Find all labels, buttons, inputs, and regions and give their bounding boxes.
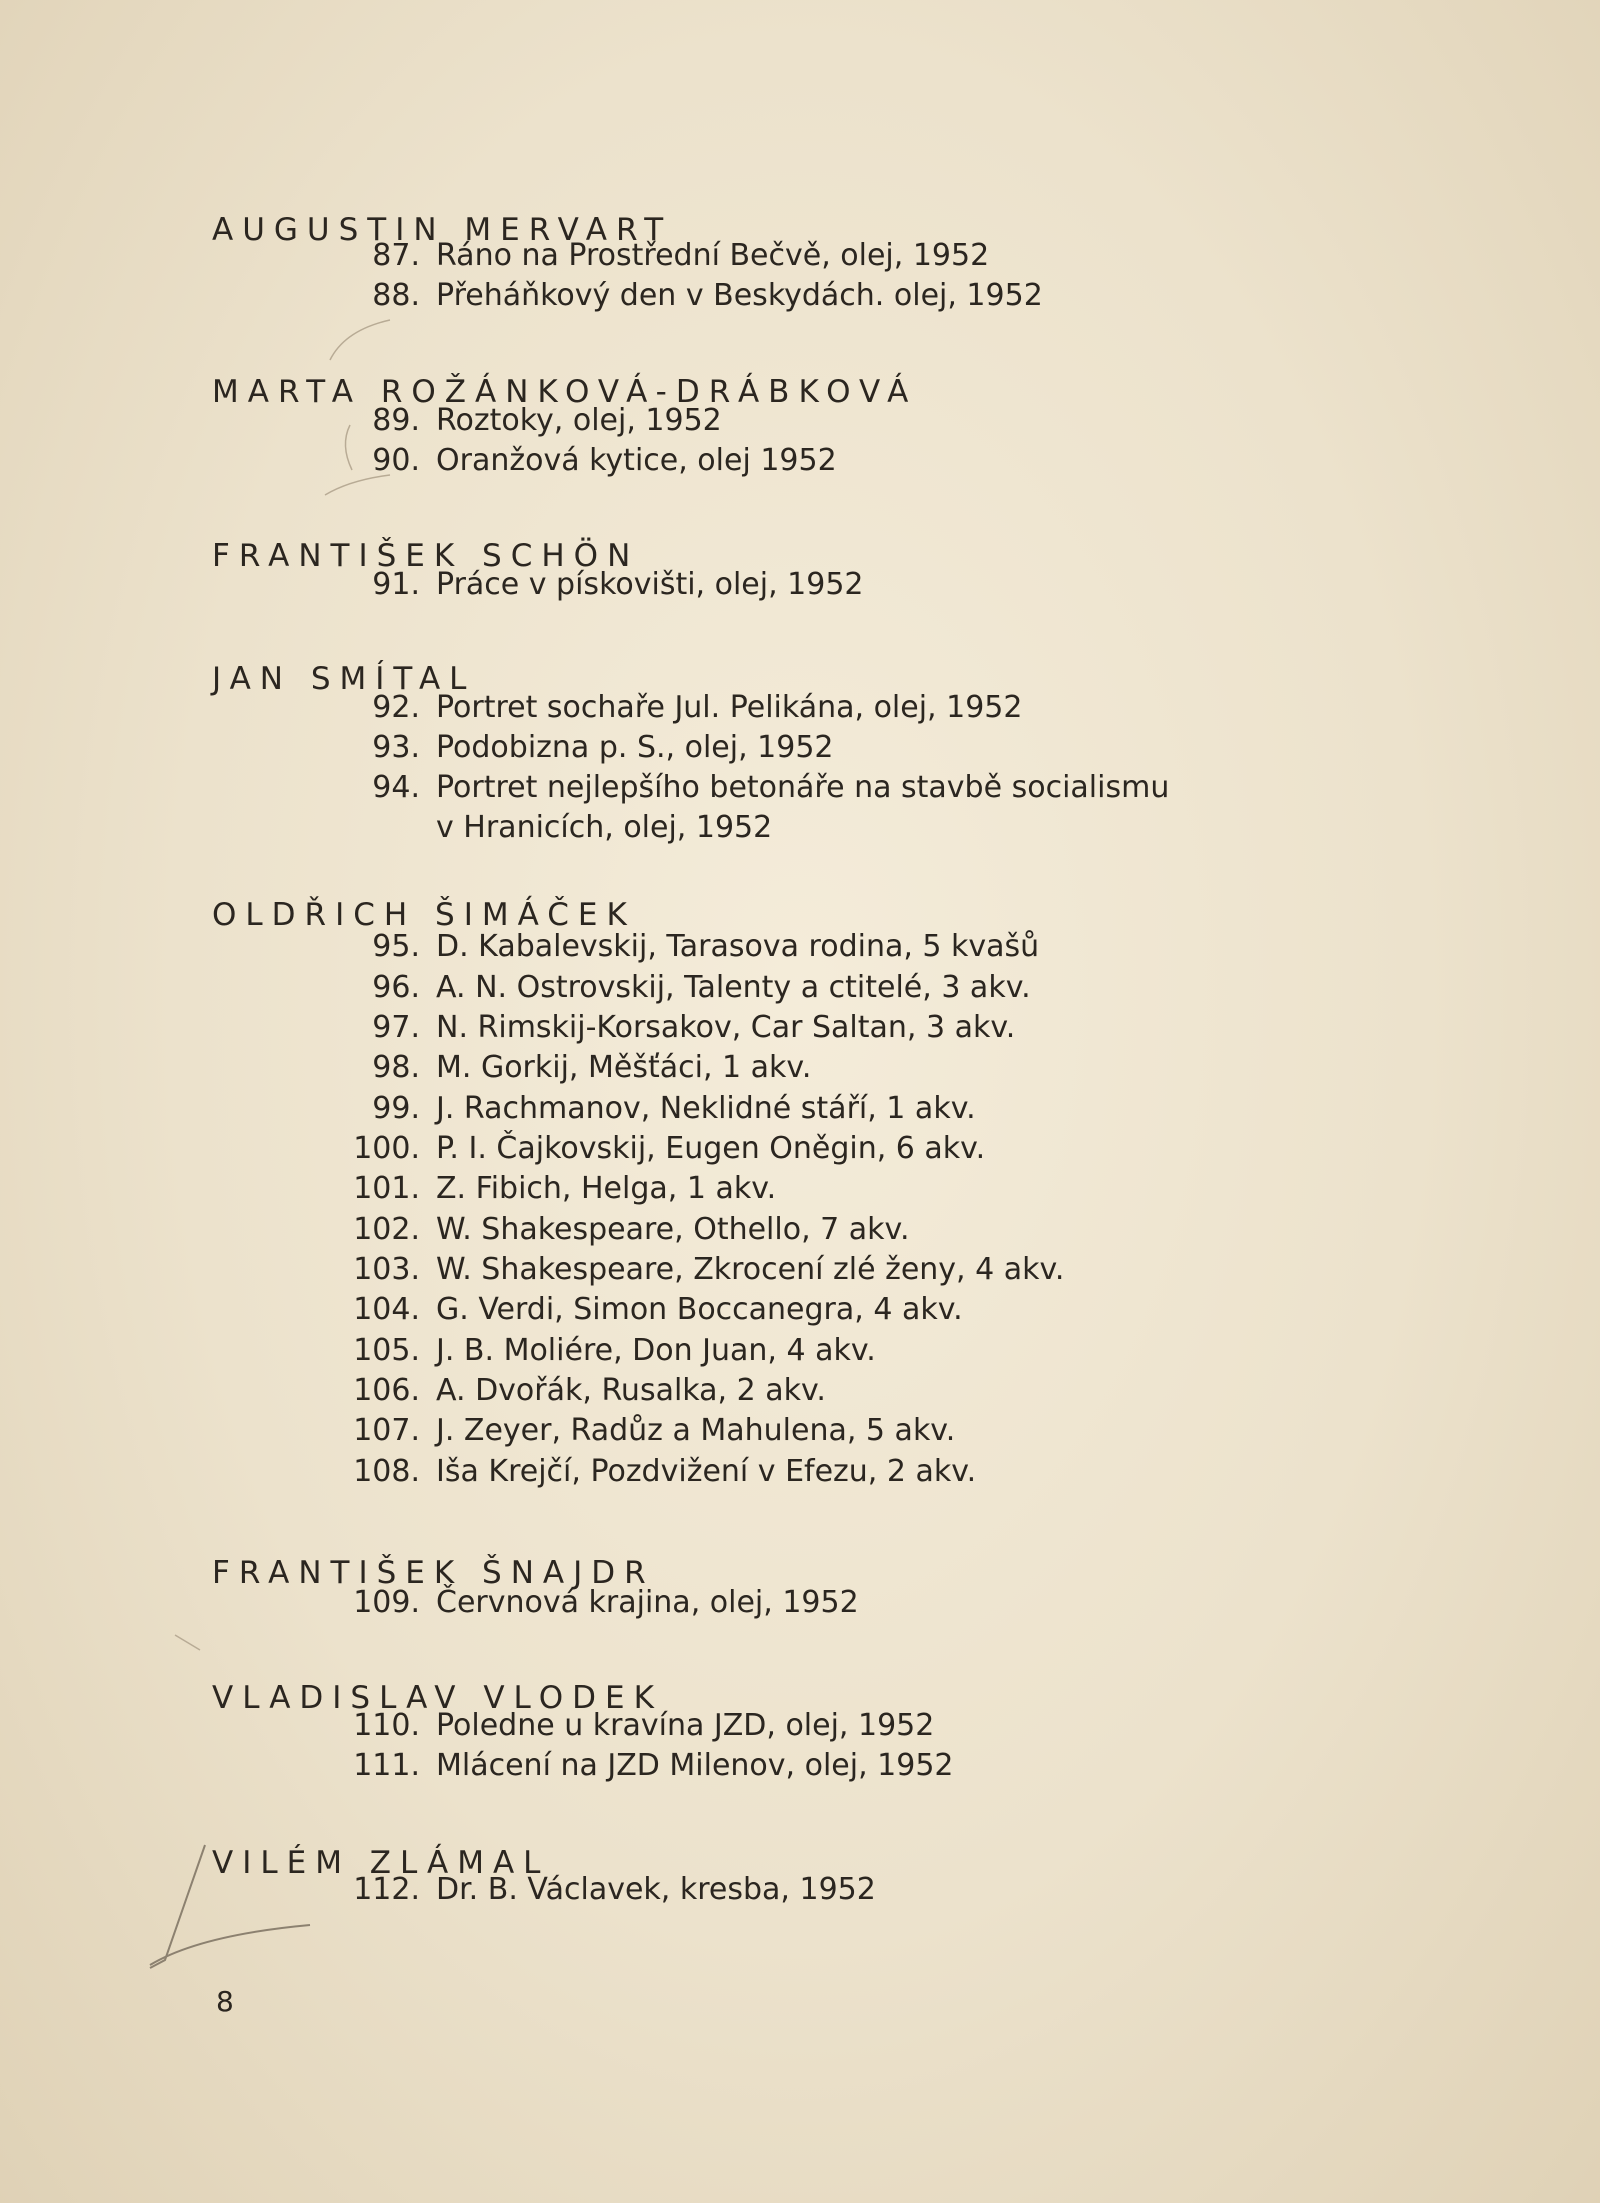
entry-title: Portret sochaře Jul. Pelikána, olej, 1952 bbox=[436, 690, 1023, 725]
entry-number: 109. bbox=[353, 1585, 420, 1620]
entry-number: 107. bbox=[353, 1413, 420, 1448]
entry-title: N. Rimskij-Korsakov, Car Saltan, 3 akv. bbox=[436, 1010, 1016, 1045]
entry-number: 92. bbox=[372, 690, 420, 725]
artist-heading: FRANTIŠEK ŠNAJDR bbox=[212, 1555, 655, 1591]
artist-heading: VILÉM ZLÁMAL bbox=[212, 1845, 550, 1881]
entry-continuation: v Hranicích, olej, 1952 bbox=[436, 810, 773, 845]
entry-title: W. Shakespeare, Othello, 7 akv. bbox=[436, 1212, 910, 1247]
entry-title: G. Verdi, Simon Boccanegra, 4 akv. bbox=[436, 1292, 963, 1327]
entry-number: 96. bbox=[372, 970, 420, 1005]
entry-title: A. Dvořák, Rusalka, 2 akv. bbox=[436, 1373, 826, 1408]
entry-number: 102. bbox=[353, 1212, 420, 1247]
artist-heading: AUGUSTIN MERVART bbox=[212, 212, 673, 248]
entry-number: 110. bbox=[353, 1708, 420, 1743]
artist-heading: FRANTIŠEK SCHÖN bbox=[212, 538, 640, 574]
entry-title: Práce v pískovišti, olej, 1952 bbox=[436, 567, 864, 602]
entry-number: 111. bbox=[353, 1748, 420, 1783]
entry-number: 94. bbox=[372, 770, 420, 805]
page-number: 8 bbox=[216, 1985, 234, 2018]
entry-number: 108. bbox=[353, 1454, 420, 1489]
artist-heading: VLADISLAV VLODEK bbox=[212, 1680, 663, 1716]
entry-title: Oranžová kytice, olej 1952 bbox=[436, 443, 837, 478]
entry-number: 95. bbox=[372, 929, 420, 964]
entry-title: Dr. B. Václavek, kresba, 1952 bbox=[436, 1872, 876, 1907]
entry-title: P. I. Čajkovskij, Eugen Oněgin, 6 akv. bbox=[436, 1131, 986, 1166]
entry-number: 91. bbox=[372, 567, 420, 602]
artist-heading: OLDŘICH ŠIMÁČEK bbox=[212, 897, 636, 933]
entry-title: Z. Fibich, Helga, 1 akv. bbox=[436, 1171, 777, 1206]
entry-title: J. Rachmanov, Neklidné stáří, 1 akv. bbox=[436, 1091, 976, 1126]
entry-title: Ráno na Prostřední Bečvě, olej, 1952 bbox=[436, 238, 990, 273]
entry-number: 90. bbox=[372, 443, 420, 478]
entry-number: 112. bbox=[353, 1872, 420, 1907]
artist-heading: MARTA ROŽÁNKOVÁ-DRÁBKOVÁ bbox=[212, 374, 918, 410]
entry-number: 104. bbox=[353, 1292, 420, 1327]
artist-heading: JAN SMÍTAL bbox=[212, 661, 476, 697]
entry-number: 101. bbox=[353, 1171, 420, 1206]
entry-number: 98. bbox=[372, 1050, 420, 1085]
entry-title: Iša Krejčí, Pozdvižení v Efezu, 2 akv. bbox=[436, 1454, 977, 1489]
entry-title: M. Gorkij, Měšťáci, 1 akv. bbox=[436, 1050, 812, 1085]
entry-title: J. Zeyer, Radůz a Mahulena, 5 akv. bbox=[436, 1413, 956, 1448]
entry-title: J. B. Moliére, Don Juan, 4 akv. bbox=[436, 1333, 876, 1368]
entry-number: 100. bbox=[353, 1131, 420, 1166]
entry-number: 106. bbox=[353, 1373, 420, 1408]
entry-title: Mlácení na JZD Milenov, olej, 1952 bbox=[436, 1748, 954, 1783]
entry-title: Poledne u kravína JZD, olej, 1952 bbox=[436, 1708, 935, 1743]
entry-number: 103. bbox=[353, 1252, 420, 1287]
entry-number: 88. bbox=[372, 278, 420, 313]
entry-number: 99. bbox=[372, 1091, 420, 1126]
entry-title: W. Shakespeare, Zkrocení zlé ženy, 4 akv. bbox=[436, 1252, 1065, 1287]
entry-title: Podobizna p. S., olej, 1952 bbox=[436, 730, 834, 765]
entry-number: 87. bbox=[372, 238, 420, 273]
entry-title: Portret nejlepšího betonáře na stavbě socialismu bbox=[436, 770, 1170, 805]
entry-number: 89. bbox=[372, 403, 420, 438]
entry-title: A. N. Ostrovskij, Talenty a ctitelé, 3 akv. bbox=[436, 970, 1031, 1005]
entry-title: Přeháňkový den v Beskydách. olej, 1952 bbox=[436, 278, 1043, 313]
entry-title: D. Kabalevskij, Tarasova rodina, 5 kvašů bbox=[436, 929, 1040, 964]
entry-title: Červnová krajina, olej, 1952 bbox=[436, 1585, 859, 1620]
entry-number: 105. bbox=[353, 1333, 420, 1368]
entry-number: 97. bbox=[372, 1010, 420, 1045]
entry-title: Roztoky, olej, 1952 bbox=[436, 403, 722, 438]
entry-number: 93. bbox=[372, 730, 420, 765]
